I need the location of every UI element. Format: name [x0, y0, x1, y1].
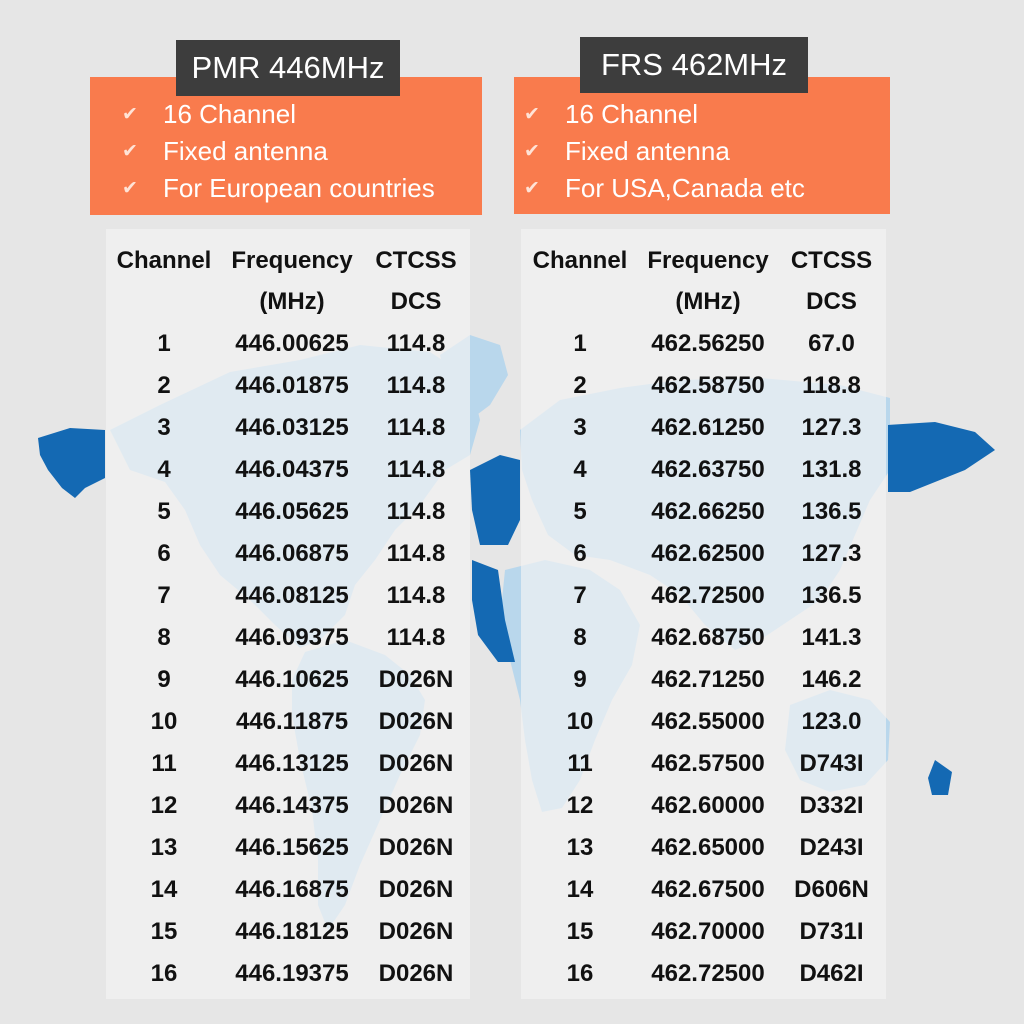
frequency-cell: 446.08125 [235, 582, 349, 609]
code-cell: D026N [378, 792, 454, 819]
frequency-cell: 446.05625 [235, 498, 349, 525]
code-cell: D606N [794, 876, 869, 903]
feature-item [524, 133, 805, 170]
code-cell: 131.8 [801, 456, 862, 483]
feature-text: 16 Channel [565, 99, 698, 129]
frequency-cell: 446.18125 [235, 918, 349, 945]
code-cell: D026N [378, 876, 454, 903]
frequency-cell: 446.13125 [235, 750, 349, 777]
column-header-blank [521, 281, 639, 323]
feature-text: For USA,Canada etc [565, 173, 805, 203]
channel-cell: 9 [157, 666, 171, 693]
channel-cell: 8 [157, 624, 171, 651]
channel-cell: 12 [150, 792, 178, 819]
code-cell: 67.0 [808, 330, 855, 357]
channel-table-box [521, 229, 886, 999]
table-row [521, 575, 886, 617]
channel-cell: 10 [150, 708, 178, 735]
channel-cell: 14 [150, 876, 178, 903]
frequency-cell: 446.01875 [235, 372, 349, 399]
table-row [106, 575, 470, 617]
feature-text: Fixed antenna [163, 136, 328, 166]
code-cell: 114.8 [386, 498, 446, 525]
frequency-cell: 446.04375 [235, 456, 349, 483]
checkmark-icon: ✔ [122, 104, 138, 125]
column-header-ctcss: CTCSS [790, 247, 873, 274]
table-row [521, 323, 886, 365]
frequency-cell: 462.58750 [651, 372, 765, 399]
feature-item [524, 170, 805, 207]
channel-cell: 3 [157, 414, 171, 441]
feature-text: 16 Channel [163, 99, 296, 129]
channel-cell: 12 [566, 792, 594, 819]
feature-box [514, 77, 890, 214]
europe-highlight [470, 455, 520, 545]
table-row [106, 491, 470, 533]
code-cell: 136.5 [801, 582, 862, 609]
table-row [521, 911, 886, 953]
code-cell: D026N [378, 918, 454, 945]
frequency-cell: 446.10625 [235, 666, 349, 693]
channel-cell: 5 [157, 498, 171, 525]
channel-cell: 1 [157, 330, 171, 357]
table-row [106, 701, 470, 743]
channel-cell: 4 [157, 456, 171, 483]
table-row [106, 533, 470, 575]
table-row [521, 449, 886, 491]
column-header-frequency-unit: (MHz) [259, 288, 325, 315]
code-cell: 114.8 [386, 582, 446, 609]
table-row [521, 827, 886, 869]
channel-table-box [106, 229, 470, 999]
channel-cell: 15 [150, 918, 178, 945]
code-cell: 114.8 [386, 624, 446, 651]
table-row [521, 869, 886, 911]
new-zealand-highlight [928, 760, 952, 795]
column-header-frequency-unit: (MHz) [675, 288, 741, 315]
frequency-cell: 462.63750 [651, 456, 765, 483]
table-row [521, 491, 886, 533]
frequency-cell: 462.57500 [651, 750, 765, 777]
feature-item [122, 170, 435, 207]
code-cell: D743I [799, 750, 864, 777]
table-row [521, 785, 886, 827]
code-cell: 127.3 [801, 414, 862, 441]
code-cell: 114.8 [386, 372, 446, 399]
panel-title: FRS 462MHz [580, 37, 808, 93]
table-row [106, 953, 470, 995]
table-row [521, 743, 886, 785]
frequency-cell: 446.19375 [235, 960, 349, 987]
feature-text: Fixed antenna [565, 136, 730, 166]
table-row [106, 323, 470, 365]
column-header-ctcss: CTCSS [375, 247, 457, 274]
channel-cell: 10 [566, 708, 594, 735]
table-row [106, 743, 470, 785]
code-cell: D462I [799, 960, 864, 987]
frequency-cell: 462.56250 [651, 330, 765, 357]
frequency-cell: 446.16875 [235, 876, 349, 903]
channel-cell: 6 [573, 540, 587, 567]
frequency-cell: 462.72500 [651, 960, 765, 987]
feature-item [122, 133, 435, 170]
frequency-cell: 446.09375 [235, 624, 349, 651]
channel-table [521, 241, 886, 995]
table-row [521, 659, 886, 701]
code-cell: 127.3 [801, 540, 862, 567]
table-row [521, 701, 886, 743]
channel-cell: 9 [573, 666, 587, 693]
checkmark-icon: ✔ [524, 104, 540, 125]
code-cell: 141.3 [801, 624, 862, 651]
channel-cell: 15 [566, 918, 594, 945]
code-cell: D026N [378, 834, 454, 861]
table-row [106, 617, 470, 659]
frequency-cell: 462.71250 [651, 666, 765, 693]
column-header-dcs: DCS [806, 288, 857, 315]
table-row [106, 449, 470, 491]
panel-title: PMR 446MHz [176, 40, 400, 96]
checkmark-icon: ✔ [122, 178, 138, 199]
code-cell: D243I [799, 834, 864, 861]
channel-cell: 14 [566, 876, 594, 903]
feature-box [90, 77, 482, 215]
feature-text: For European countries [163, 173, 435, 203]
frequency-cell: 462.67500 [651, 876, 765, 903]
frequency-cell: 462.66250 [651, 498, 765, 525]
frequency-cell: 462.55000 [651, 708, 765, 735]
frequency-cell: 462.60000 [651, 792, 765, 819]
table-row [521, 407, 886, 449]
code-cell: 114.8 [386, 456, 446, 483]
code-cell: D026N [378, 750, 454, 777]
feature-list [122, 96, 435, 207]
channel-cell: 2 [573, 372, 587, 399]
code-cell: D026N [378, 960, 454, 987]
code-cell: 146.2 [801, 666, 862, 693]
frequency-cell: 446.06875 [235, 540, 349, 567]
table-row [521, 953, 886, 995]
table-row [521, 533, 886, 575]
feature-item [122, 96, 435, 133]
feature-list [524, 96, 805, 207]
code-cell: D026N [378, 666, 454, 693]
russia-east-highlight [888, 422, 995, 492]
code-cell: 114.8 [386, 540, 446, 567]
column-header-dcs: DCS [390, 288, 442, 315]
checkmark-icon: ✔ [524, 178, 540, 199]
checkmark-icon: ✔ [524, 141, 540, 162]
channel-cell: 1 [573, 330, 587, 357]
frequency-cell: 446.00625 [235, 330, 349, 357]
channel-cell: 16 [566, 960, 594, 987]
table-row [521, 365, 886, 407]
frequency-cell: 462.72500 [651, 582, 765, 609]
column-header-frequency: Frequency [231, 247, 353, 274]
channel-cell: 6 [157, 540, 171, 567]
table-row [106, 785, 470, 827]
column-header-channel: Channel [532, 247, 628, 274]
channel-cell: 8 [573, 624, 587, 651]
table-row [106, 827, 470, 869]
column-header-frequency: Frequency [647, 247, 769, 274]
frequency-cell: 446.03125 [235, 414, 349, 441]
channel-cell: 4 [573, 456, 587, 483]
frequency-cell: 462.61250 [651, 414, 765, 441]
frequency-cell: 462.62500 [651, 540, 765, 567]
alaska-highlight [38, 428, 105, 498]
channel-cell: 11 [151, 750, 177, 777]
frequency-cell: 462.65000 [651, 834, 765, 861]
frequency-cell: 446.14375 [235, 792, 349, 819]
channel-cell: 13 [566, 834, 594, 861]
channel-cell: 11 [567, 750, 593, 777]
frequency-cell: 446.11875 [235, 708, 349, 735]
channel-cell: 3 [573, 414, 587, 441]
channel-table [106, 241, 470, 995]
frequency-cell: 446.15625 [235, 834, 349, 861]
table-row [106, 659, 470, 701]
channel-cell: 2 [157, 372, 171, 399]
table-row [106, 365, 470, 407]
feature-item [524, 96, 805, 133]
column-header-blank [106, 281, 222, 323]
code-cell: 136.5 [801, 498, 862, 525]
channel-cell: 16 [150, 960, 178, 987]
table-row [106, 911, 470, 953]
checkmark-icon: ✔ [122, 141, 138, 162]
table-row [106, 869, 470, 911]
code-cell: D731I [799, 918, 864, 945]
channel-cell: 7 [157, 582, 171, 609]
code-cell: 114.8 [386, 414, 446, 441]
channel-cell: 5 [573, 498, 587, 525]
table-row [521, 617, 886, 659]
code-cell: 118.8 [802, 372, 861, 399]
channel-cell: 7 [573, 582, 587, 609]
column-header-channel: Channel [116, 247, 212, 274]
code-cell: D026N [378, 708, 454, 735]
code-cell: 114.8 [386, 330, 446, 357]
frequency-cell: 462.68750 [651, 624, 765, 651]
table-row [106, 407, 470, 449]
channel-cell: 13 [150, 834, 178, 861]
code-cell: 123.0 [801, 708, 862, 735]
code-cell: D332I [799, 792, 864, 819]
frequency-cell: 462.70000 [651, 918, 765, 945]
